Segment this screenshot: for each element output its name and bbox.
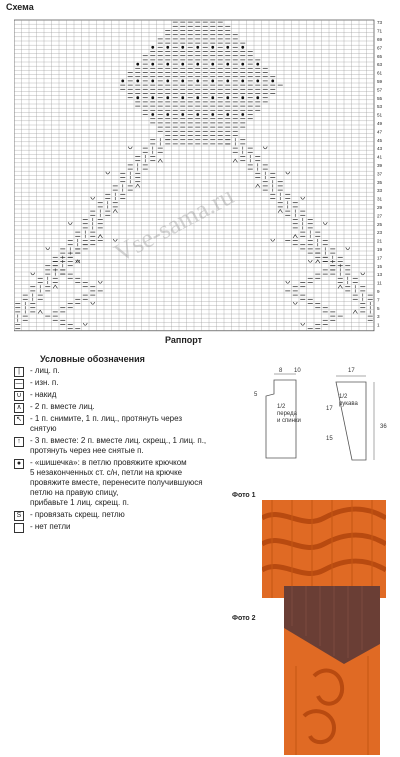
row-number-label: 51: [377, 112, 383, 118]
bobble-mark: [166, 80, 169, 83]
legend-item: [14, 402, 234, 412]
bobble-mark: [226, 96, 229, 99]
legend-text: - нет петли: [30, 522, 71, 531]
bobble-mark: [196, 63, 199, 66]
bobble-mark: [151, 80, 154, 83]
front-width-b: 10: [294, 368, 301, 374]
legend-text: - провязать скрещ. петлю: [30, 510, 125, 519]
bobble-mark: [241, 63, 244, 66]
bobble-mark: [166, 96, 169, 99]
bobble-mark: [241, 80, 244, 83]
photo2: [284, 586, 380, 755]
bobble-mark: [196, 80, 199, 83]
bobble-mark: [211, 46, 214, 49]
row-number-label: 57: [377, 87, 383, 93]
bobble-mark: [196, 46, 199, 49]
row-number-label: 27: [377, 213, 383, 219]
bobble-mark: [136, 80, 139, 83]
row-number-label: 7: [377, 297, 380, 303]
row-number-label: 29: [377, 205, 383, 210]
row-number-label: 19: [377, 247, 383, 252]
legend-item: [14, 390, 234, 400]
bobble-mark: [256, 80, 259, 83]
row-number-label: 23: [377, 230, 383, 236]
bobble-mark: [226, 113, 229, 116]
row-number-label: 37: [377, 171, 383, 177]
legend-text: - 2 п. вместе лиц.: [30, 402, 95, 411]
bobble-mark: [196, 96, 199, 99]
legend-item: [14, 414, 234, 434]
bobble-mark: [166, 46, 169, 49]
bobble-mark: [166, 63, 169, 66]
row-number-label: 63: [377, 62, 383, 68]
bobble-mark: [241, 46, 244, 49]
row-number-label: 15: [377, 263, 383, 269]
row-number-label: 5: [377, 305, 380, 311]
bobble-mark: [241, 96, 244, 99]
bobble-mark: [226, 80, 229, 83]
legend-text: - 1 п. снимите, 1 п. лиц., протянуть через снятую: [30, 414, 183, 433]
page-title: Схема: [6, 2, 34, 12]
row-number-label: 9: [377, 289, 380, 294]
photo1: [262, 500, 386, 598]
row-number-label: 41: [377, 154, 383, 160]
row-number-label: 69: [377, 37, 383, 42]
row-number-label: 49: [377, 121, 383, 126]
rapport-label: Раппорт: [165, 335, 203, 345]
legend-symbol-icon: S: [14, 511, 24, 521]
legend-symbol-icon: ∪: [14, 391, 24, 401]
bobble-mark: [226, 63, 229, 66]
row-number-label: 17: [377, 255, 383, 261]
legend-item: [14, 522, 234, 532]
row-number-label: 59: [377, 79, 383, 84]
bobble-mark: [226, 46, 229, 49]
legend-item: [14, 366, 234, 376]
legend-symbol-icon: ●: [14, 459, 24, 469]
row-number-label: 55: [377, 95, 383, 101]
legend-item: [14, 510, 234, 520]
bobble-mark: [136, 63, 139, 66]
row-number-label: 21: [377, 238, 383, 244]
bobble-mark: [151, 113, 154, 116]
legend-text: - лиц. п.: [30, 366, 60, 375]
bobble-mark: [136, 96, 139, 99]
knitting-chart: [14, 18, 392, 334]
sleeve-height: 36: [380, 424, 387, 430]
bobble-mark: [211, 113, 214, 116]
row-number-label: 1: [377, 322, 380, 328]
bobble-mark: [181, 96, 184, 99]
photo1-caption: Фото 1: [232, 492, 256, 499]
bobble-mark: [121, 80, 124, 83]
legend-symbol-icon: ∧: [14, 403, 24, 413]
legend-text: - 3 п. вместе: 2 п. вместе лиц. скрещ., 1 лиц. п., протянуть через нее снятые п.: [30, 436, 207, 455]
sleeve-top: 17: [348, 368, 355, 374]
legend-item: [14, 458, 234, 508]
bobble-mark: [151, 46, 154, 49]
row-number-label: 13: [377, 272, 383, 278]
front-label: 1/2 переда и спинки: [277, 404, 301, 424]
bobble-mark: [211, 96, 214, 99]
legend-text: - накид: [30, 390, 57, 399]
legend-text: - изн. п.: [30, 378, 59, 387]
legend-symbol-icon: ↑: [14, 437, 24, 447]
bobble-mark: [196, 113, 199, 116]
bobble-mark: [241, 113, 244, 116]
row-number-label: 53: [377, 104, 383, 110]
bobble-mark: [181, 113, 184, 116]
row-number-label: 45: [377, 137, 383, 143]
legend-symbol-icon: ↖: [14, 415, 24, 425]
front-h1: 17: [326, 406, 333, 412]
bobble-mark: [181, 46, 184, 49]
row-number-label: 31: [377, 196, 383, 202]
row-number-label: 73: [377, 20, 383, 26]
bobble-mark: [256, 96, 259, 99]
row-number-label: 61: [377, 70, 383, 76]
row-number-label: 35: [377, 179, 383, 185]
row-number-label: 11: [377, 280, 382, 286]
bobble-mark: [151, 63, 154, 66]
row-number-label: 39: [377, 163, 383, 168]
bobble-mark: [211, 63, 214, 66]
bobble-mark: [256, 63, 259, 66]
legend-symbol-icon: —: [15, 380, 23, 387]
bobble-mark: [166, 113, 169, 116]
row-number-label: 67: [377, 45, 383, 51]
front-width-a: 8: [279, 368, 283, 374]
legend-text: - «шишечка»: в петлю провяжите крючком 5 незаконченных ст. с/н, петли на крючке провяжите вместе, перенесите получившуюся петлю на правую спицу, прибавьте 1 лиц. скрещ. п.: [30, 458, 203, 507]
sleeve-label: 1/2 рукава: [339, 394, 358, 407]
sleeve-schematic: [330, 372, 390, 462]
watermark: Vse-sama.ru: [109, 180, 239, 268]
row-number-label: 25: [377, 221, 383, 227]
row-number-label: 65: [377, 53, 383, 59]
row-number-label: 71: [377, 28, 383, 34]
row-number-label: 33: [377, 188, 383, 194]
bobble-mark: [211, 80, 214, 83]
legend-symbol-icon: |: [14, 367, 24, 377]
bobble-mark: [181, 63, 184, 66]
legend-item: [14, 378, 234, 388]
legend-symbol-icon: [14, 523, 24, 533]
bobble-mark: [151, 96, 154, 99]
photo2-caption: Фото 2: [232, 615, 256, 622]
row-number-label: 47: [377, 129, 383, 135]
row-number-label: 43: [377, 146, 383, 152]
front-h2: 15: [326, 436, 333, 442]
bobble-mark: [181, 80, 184, 83]
legend-title: Условные обозначения: [40, 354, 145, 364]
row-number-label: 3: [377, 314, 380, 320]
front-side: 5: [254, 392, 258, 398]
bobble-mark: [271, 80, 274, 83]
legend-item: [14, 436, 234, 456]
